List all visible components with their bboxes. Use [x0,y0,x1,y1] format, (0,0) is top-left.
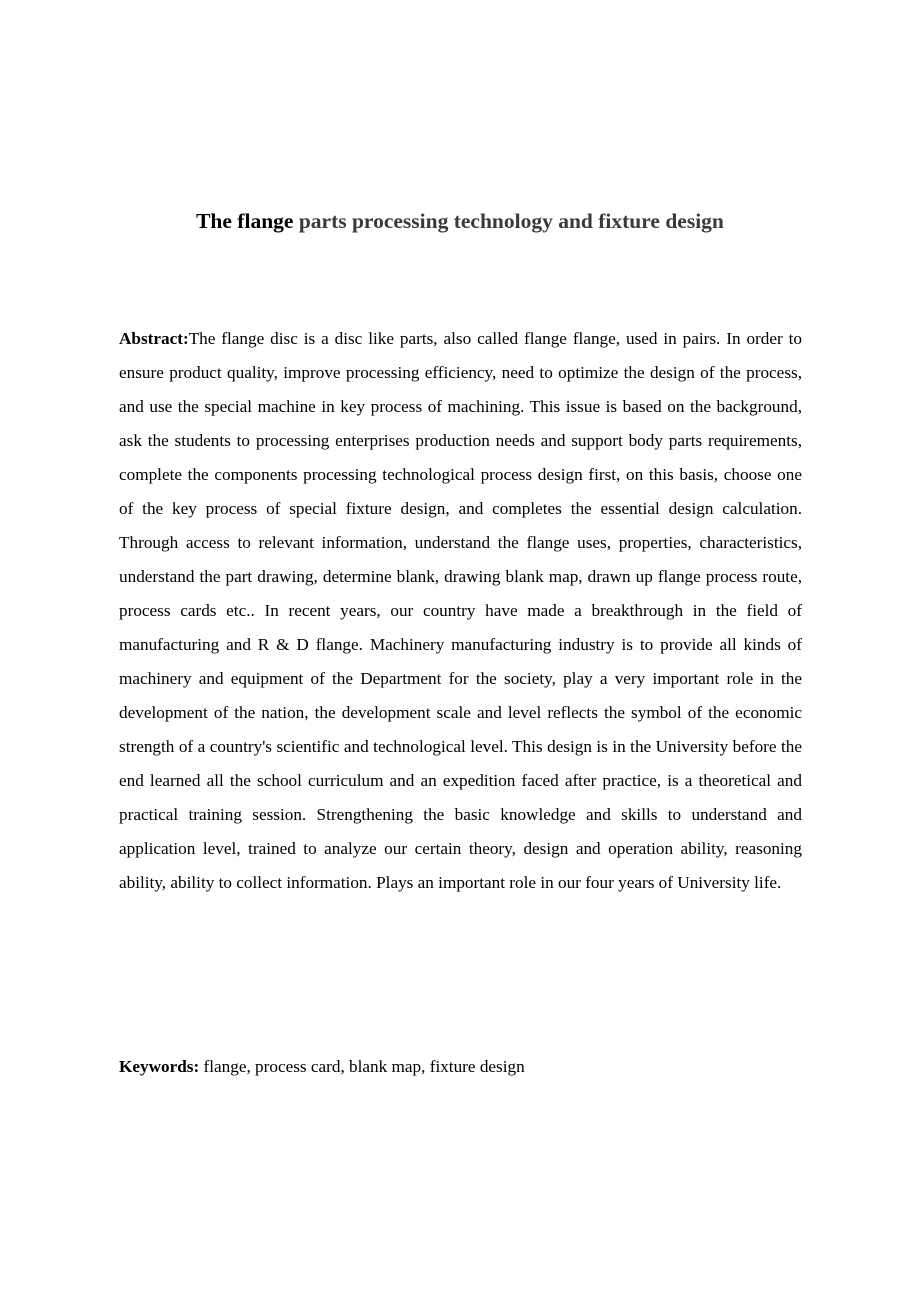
title-part-2: parts processing technology and fixture design [298,209,724,233]
title-part-1: The flange [196,209,294,233]
abstract-label: Abstract: [119,329,189,348]
page-title [0,204,920,238]
abstract-text: The flange disc is a disc like parts, also called flange flange, used in pairs. In order to ensure product quality, improve processing efficiency, need to optimize the design of the process, and use the special machine in key process of machining. This issue is based on the background, ask the students to processing enterprises production needs and support body parts requirements, complete the components processing technological process design first, on this basis, choose one of the key process of special fixture design, and completes the essential design calculation. Through access to relevant information, understand the flange uses, properties, characteristics, understand the part drawing, determine blank, drawing blank map, drawn up flange process route, process cards etc.. In recent years, our country have made a breakthrough in the field of manufacturing and R & D flange. Machinery manufacturing industry is to provide all kinds of machinery and equipment of the Department for the society, play a very important role in the development of the nation, the development scale and level reflects the symbol of the economic strength of a country's scientific and technological level. This design is in the University before the end learned all the school curriculum and an expedition faced after practice, is a theoretical and practical training session. Strengthening the basic knowledge and skills to understand and application level, trained to analyze our certain theory, design and operation ability, reasoning ability, ability to collect information. Plays an important role in our four years of University life. [119,329,802,892]
keywords-label: Keywords: [119,1057,200,1076]
keywords-text: flange, process card, blank map, fixture design [203,1057,525,1076]
abstract-paragraph [119,322,802,900]
keywords-paragraph [119,1050,802,1084]
